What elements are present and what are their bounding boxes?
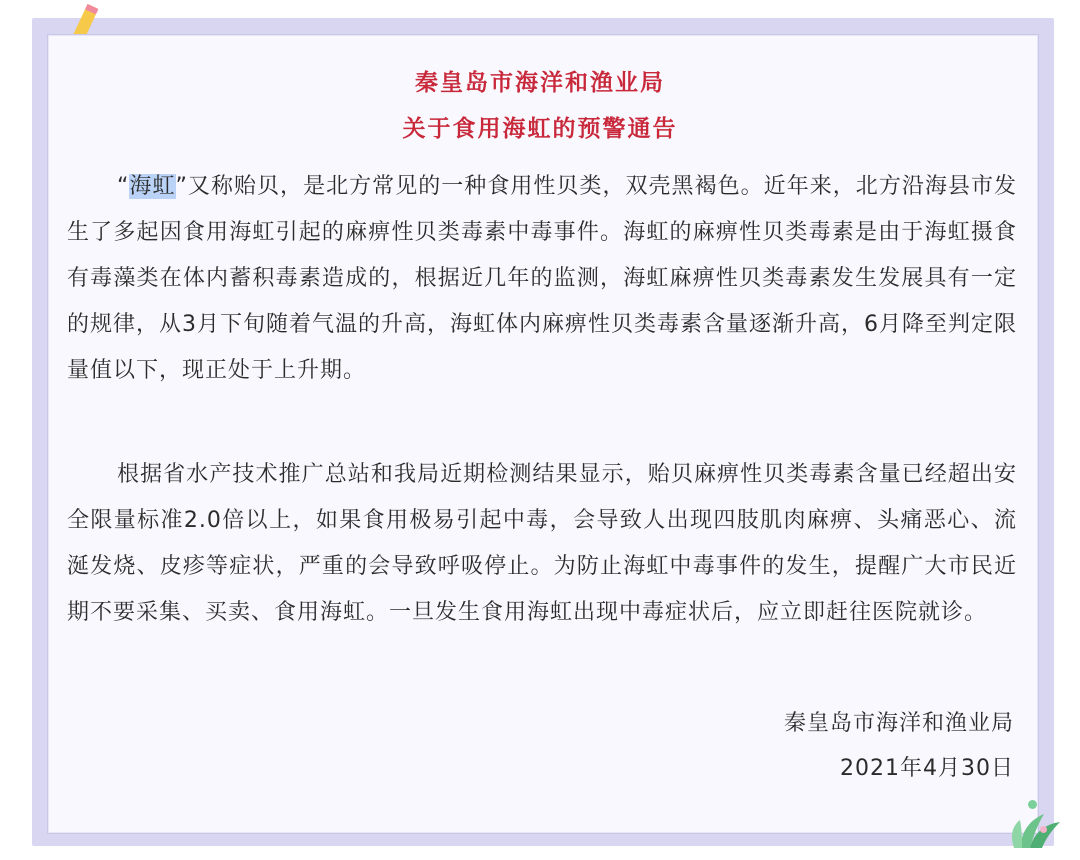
paragraph-2-text: 根据省水产技术推广总站和我局近期检测结果显示，贻贝麻痹性贝类毒素含量已经超出安全限量标准2.0倍以上，如果食用极易引起中毒，会导致人出现四肢肌肉麻痹、头痛恶心、流涎发烧、皮疹等症状，严重的会导致呼吸停止。为防止海虹中毒事件的发生，提醒广大市民近期不要采集、买卖、食用海虹。一旦发生食用海虹出现中毒症状后，应立即赶往医院就诊。	[67, 462, 1017, 625]
decor-dot-green	[1028, 800, 1037, 809]
plant-icon	[1000, 780, 1070, 850]
signature-date: 2021年4月30日	[840, 756, 1014, 781]
notice-issuer-title: 秦皇岛市海洋和渔业局	[415, 70, 665, 96]
highlighted-term: 海虹	[129, 174, 176, 199]
paragraph-1-text: ”又称贻贝，是北方常见的一种食用性贝类，双壳黑褐色。近年来，北方沿海县市发生了多起因食用海虹引起的麻痹性贝类毒素中毒事件。海虹的麻痹性贝类毒素是由于海虹摄食有毒藻类在体内蓄积毒素造成的，根据近几年的监测，海虹麻痹性贝类毒素发生发展具有一定的规律，从3月下旬随着气温的升高，海虹体内麻痹性贝类毒素含量逐渐升高，6月降至判定限量值以下，现正处于上升期。	[67, 174, 1017, 383]
notice-title: 关于食用海虹的预警通告	[402, 116, 678, 142]
paragraph-2	[67, 452, 1017, 636]
paragraph-1	[67, 164, 1017, 394]
decor-dot-pink	[1040, 826, 1047, 833]
signature-org: 秦皇岛市海洋和渔业局	[783, 711, 1014, 736]
quote-open: “	[117, 174, 130, 199]
